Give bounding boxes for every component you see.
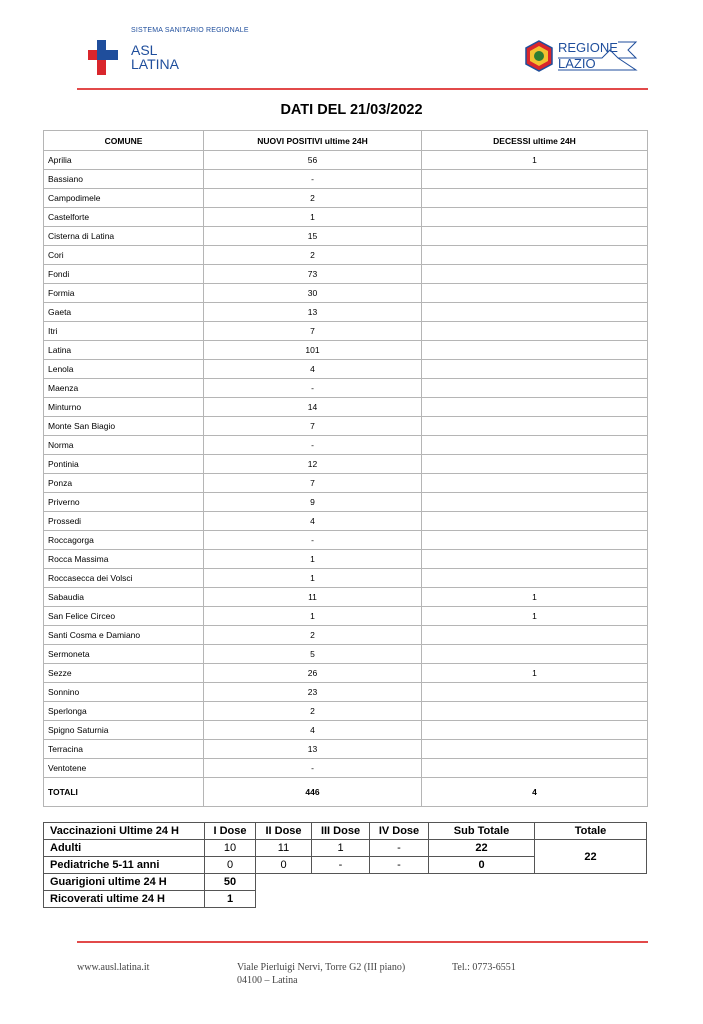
guarigioni-row (44, 874, 647, 891)
cell-comune: Monte San Biagio (44, 417, 204, 436)
table-row (44, 189, 648, 208)
cell-decessi (422, 170, 648, 189)
cell-decessi (422, 721, 648, 740)
cell-comune: Sezze (44, 664, 204, 683)
ricoverati-label: Ricoverati ultime 24 H (44, 891, 205, 908)
header-nuovi-positivi: NUOVI POSITIVI ultime 24H (204, 131, 422, 151)
table-header-row (44, 131, 648, 151)
asl-label: ASL (131, 42, 158, 58)
footer-address (237, 961, 405, 987)
cell-positivi: 7 (204, 417, 422, 436)
totals-label: TOTALI (44, 778, 204, 807)
table-row (44, 759, 648, 778)
cell-positivi: 1 (204, 607, 422, 626)
table-row (44, 208, 648, 227)
cell-comune: Sermoneta (44, 645, 204, 664)
table-row (44, 645, 648, 664)
table-row (44, 379, 648, 398)
cell-comune: Campodimele (44, 189, 204, 208)
totals-positivi: 446 (204, 778, 422, 807)
cell-comune: Fondi (44, 265, 204, 284)
cell-comune: Priverno (44, 493, 204, 512)
cell-decessi (422, 626, 648, 645)
vax-pediatriche-sub: 0 (429, 857, 535, 874)
cell-decessi (422, 512, 648, 531)
cell-comune: Roccasecca dei Volsci (44, 569, 204, 588)
header-comune: COMUNE (44, 131, 204, 151)
vax-pediatriche-iii: - (312, 857, 370, 874)
table-row (44, 170, 648, 189)
cell-decessi (422, 702, 648, 721)
cell-decessi (422, 246, 648, 265)
cell-positivi: - (204, 436, 422, 455)
table-row (44, 436, 648, 455)
footer-address-line1: Viale Pierluigi Nervi, Torre G2 (III piano) (237, 962, 406, 973)
cell-comune: Roccagorga (44, 531, 204, 550)
cell-comune: Gaeta (44, 303, 204, 322)
vax-pediatriche-ii: 0 (256, 857, 312, 874)
cell-decessi (422, 398, 648, 417)
table-row (44, 493, 648, 512)
cell-comune: Sabaudia (44, 588, 204, 607)
table-row (44, 607, 648, 626)
totals-decessi: 4 (422, 778, 648, 807)
cell-comune: Maenza (44, 379, 204, 398)
table-row (44, 531, 648, 550)
table-row (44, 341, 648, 360)
cell-positivi: 13 (204, 740, 422, 759)
cell-positivi: 12 (204, 455, 422, 474)
ricoverati-value: 1 (205, 891, 256, 908)
cell-positivi: 1 (204, 208, 422, 227)
cell-decessi (422, 379, 648, 398)
vax-adulti-iii: 1 (312, 840, 370, 857)
cell-decessi (422, 208, 648, 227)
cell-positivi: 5 (204, 645, 422, 664)
cell-comune: Sperlonga (44, 702, 204, 721)
vax-adulti-iv: - (370, 840, 429, 857)
cell-positivi: - (204, 170, 422, 189)
table-row (44, 284, 648, 303)
table-row (44, 721, 648, 740)
cell-decessi (422, 645, 648, 664)
cell-comune: Norma (44, 436, 204, 455)
table-row (44, 550, 648, 569)
cell-positivi: 2 (204, 246, 422, 265)
cell-positivi: - (204, 531, 422, 550)
sistema-sanitario-label: SISTEMA SANITARIO REGIONALE (131, 27, 249, 34)
cell-comune: San Felice Circeo (44, 607, 204, 626)
cell-decessi (422, 683, 648, 702)
cell-decessi (422, 740, 648, 759)
table-row (44, 455, 648, 474)
table-row (44, 246, 648, 265)
cell-comune: Spigno Saturnia (44, 721, 204, 740)
vax-header-sub-totale: Sub Totale (429, 823, 535, 840)
cell-positivi: 4 (204, 512, 422, 531)
vax-pediatriche-i: 0 (205, 857, 256, 874)
table-row (44, 702, 648, 721)
table-row (44, 740, 648, 759)
vax-totale-value: 22 (535, 840, 647, 874)
cell-positivi: 26 (204, 664, 422, 683)
vax-header-totale: Totale (535, 823, 647, 840)
cell-decessi (422, 436, 648, 455)
table-row (44, 398, 648, 417)
table-row (44, 569, 648, 588)
header-decessi: DECESSI ultime 24H (422, 131, 648, 151)
cell-positivi: - (204, 379, 422, 398)
asl-cross-red-segment-lower (97, 60, 106, 75)
cell-positivi: 1 (204, 550, 422, 569)
cell-decessi (422, 493, 648, 512)
cell-positivi: 73 (204, 265, 422, 284)
footer-website: www.ausl.latina.it (77, 962, 150, 973)
cell-positivi: 101 (204, 341, 422, 360)
cell-decessi (422, 550, 648, 569)
cell-positivi: 30 (204, 284, 422, 303)
header-divider (77, 88, 648, 90)
table-row (44, 474, 648, 493)
cell-positivi: 15 (204, 227, 422, 246)
cell-comune: Sonnino (44, 683, 204, 702)
cell-positivi: 4 (204, 721, 422, 740)
vax-adulti-sub: 22 (429, 840, 535, 857)
empty-cell (256, 874, 647, 891)
cell-comune: Itri (44, 322, 204, 341)
vax-header-iv-dose: IV Dose (370, 823, 429, 840)
cell-positivi: 2 (204, 626, 422, 645)
vax-header-row (44, 823, 647, 840)
cell-decessi (422, 265, 648, 284)
footer-address-line2: 04100 – Latina (237, 975, 298, 986)
cell-positivi: 2 (204, 702, 422, 721)
table-row (44, 664, 648, 683)
cell-decessi (422, 759, 648, 778)
vax-header-i-dose: I Dose (205, 823, 256, 840)
lazio-label: LAZIO (558, 56, 596, 71)
table-row (44, 265, 648, 284)
cell-decessi: 1 (422, 664, 648, 683)
footer-phone: Tel.: 0773-6551 (452, 962, 516, 973)
cell-positivi: 4 (204, 360, 422, 379)
latina-label: LATINA (131, 56, 179, 72)
vaccinazioni-table (43, 822, 647, 908)
cell-comune: Ventotene (44, 759, 204, 778)
cell-decessi (422, 360, 648, 379)
cell-comune: Cori (44, 246, 204, 265)
table-row (44, 303, 648, 322)
cell-comune: Aprilia (44, 151, 204, 170)
cell-positivi: 23 (204, 683, 422, 702)
cell-decessi (422, 569, 648, 588)
cell-decessi (422, 341, 648, 360)
cell-positivi: 11 (204, 588, 422, 607)
asl-cross-red-segment (88, 50, 97, 60)
cell-comune: Rocca Massima (44, 550, 204, 569)
cell-comune: Pontinia (44, 455, 204, 474)
cell-comune: Bassiano (44, 170, 204, 189)
vax-pediatriche-iv: - (370, 857, 429, 874)
regione-label: REGIONE (558, 40, 618, 55)
cell-comune: Terracina (44, 740, 204, 759)
cell-comune: Ponza (44, 474, 204, 493)
cell-comune: Minturno (44, 398, 204, 417)
cell-comune: Formia (44, 284, 204, 303)
cell-decessi: 1 (422, 607, 648, 626)
vax-row-adulti (44, 840, 647, 857)
vax-adulti-label: Adulti (44, 840, 205, 857)
guarigioni-value: 50 (205, 874, 256, 891)
vax-header-ii-dose: II Dose (256, 823, 312, 840)
page-title: DATI DEL 21/03/2022 (280, 102, 423, 118)
table-row (44, 588, 648, 607)
cell-decessi (422, 531, 648, 550)
cell-decessi (422, 417, 648, 436)
comuni-table (43, 130, 648, 807)
cell-positivi: 56 (204, 151, 422, 170)
cell-comune: Castelforte (44, 208, 204, 227)
cell-positivi: 7 (204, 474, 422, 493)
cell-positivi: 13 (204, 303, 422, 322)
cell-decessi (422, 474, 648, 493)
guarigioni-label: Guarigioni ultime 24 H (44, 874, 205, 891)
regione-lazio-emblem-icon (524, 40, 554, 72)
ricoverati-row (44, 891, 647, 908)
table-row (44, 512, 648, 531)
cell-positivi: 1 (204, 569, 422, 588)
footer-divider (77, 941, 648, 943)
cell-comune: Cisterna di Latina (44, 227, 204, 246)
vax-adulti-ii: 11 (256, 840, 312, 857)
table-row (44, 151, 648, 170)
cell-comune: Santi Cosma e Damiano (44, 626, 204, 645)
cell-positivi: 9 (204, 493, 422, 512)
cell-decessi (422, 303, 648, 322)
empty-cell (256, 891, 647, 908)
cell-positivi: - (204, 759, 422, 778)
cell-decessi (422, 189, 648, 208)
totals-row (44, 778, 648, 807)
cell-positivi: 7 (204, 322, 422, 341)
table-row (44, 322, 648, 341)
table-row (44, 417, 648, 436)
table-row (44, 360, 648, 379)
cell-comune: Lenola (44, 360, 204, 379)
cell-positivi: 14 (204, 398, 422, 417)
vax-header-iii-dose: III Dose (312, 823, 370, 840)
table-row (44, 626, 648, 645)
cell-positivi: 2 (204, 189, 422, 208)
cell-decessi (422, 322, 648, 341)
cell-comune: Prossedi (44, 512, 204, 531)
cell-comune: Latina (44, 341, 204, 360)
table-row (44, 227, 648, 246)
cell-decessi: 1 (422, 588, 648, 607)
cell-decessi: 1 (422, 151, 648, 170)
cell-decessi (422, 284, 648, 303)
cell-decessi (422, 227, 648, 246)
vax-adulti-i: 10 (205, 840, 256, 857)
cell-decessi (422, 455, 648, 474)
vax-pediatriche-label: Pediatriche 5-11 anni (44, 857, 205, 874)
vax-header-label: Vaccinazioni Ultime 24 H (44, 823, 205, 840)
table-row (44, 683, 648, 702)
